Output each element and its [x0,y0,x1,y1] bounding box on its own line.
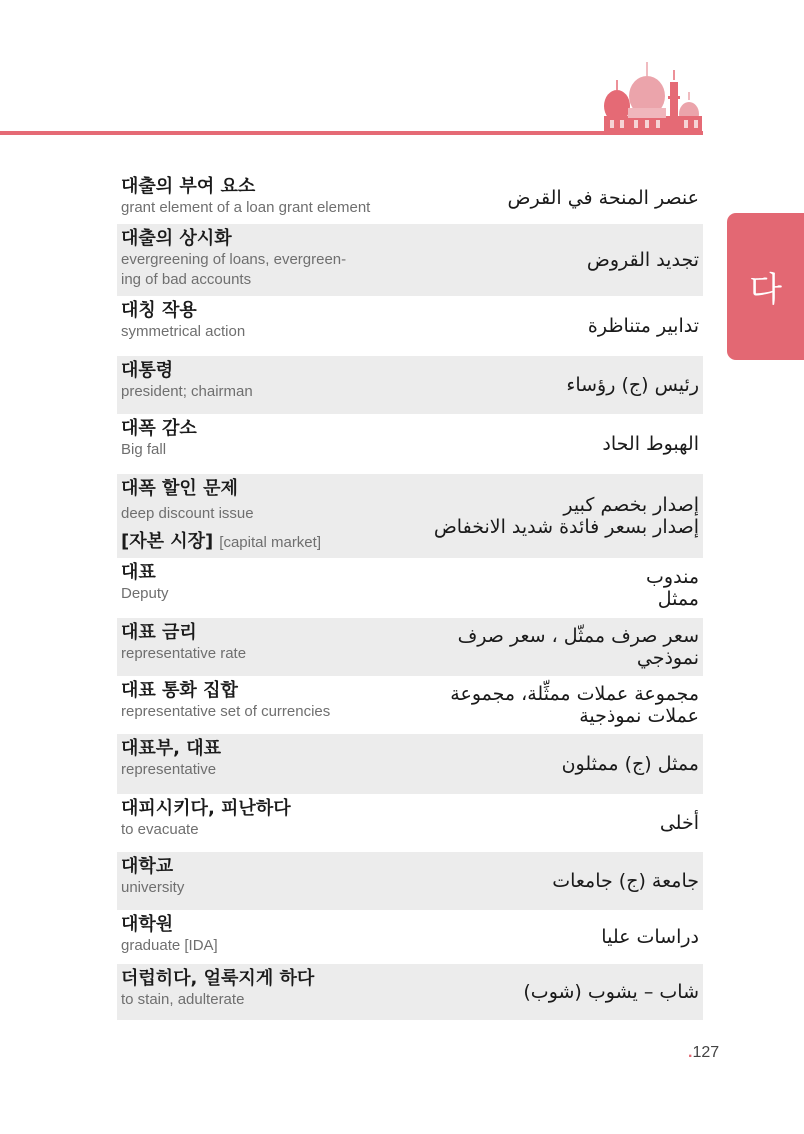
entry-arabic-line: ممثل (ج) ممثلون [561,753,699,775]
entry-arabic-line: نموذجي [636,647,699,669]
entry-field-english: [capital market] [219,534,321,551]
entry-arabic-line: شاب – يشوب (شوب) [523,981,699,1003]
dictionary-entry [117,414,703,474]
entry-arabic [601,910,699,964]
entry-arabic-line: تجديد القروض [586,249,699,271]
entry-korean: 대폭 할인 문제 [121,478,238,499]
entry-korean: 대폭 감소 [121,418,197,439]
dictionary-entry [117,474,703,558]
entry-arabic-line: إصدار بسعر فائدة شديد الانخفاض [433,516,699,538]
entry-arabic-line: الهبوط الحاد [602,433,699,455]
entry-english: deep discount issue [121,505,254,522]
entry-english: Deputy [121,585,169,602]
entry-english: representative rate [121,645,247,662]
entry-korean: 대표 통화 집합 [121,680,238,701]
entry-english: representative [121,761,217,778]
page-number [688,1044,719,1062]
entry-korean: 대표부, 대표 [121,738,222,759]
entry-english: president; chairman [121,383,253,400]
entry-arabic-line: رئيس (ج) رؤساء [566,374,699,396]
section-tab-label: 다 [749,270,782,310]
entry-arabic-line: مندوب [646,566,699,588]
entry-korean: 대표 금리 [121,622,197,643]
mosque-illustration-icon [600,58,704,134]
dictionary-entry [117,618,703,676]
entry-field-korean: [자본 시장] [121,531,214,552]
entry-korean: 더럽히다, 얼룩지게 하다 [121,968,315,989]
header-rule [0,131,703,135]
entry-arabic [566,356,699,414]
entry-english: evergreening of loans, evergreen- [121,251,347,268]
entry-arabic-line: سعر صرف ممثّل ، سعر صرف [457,625,699,647]
entry-arabic-line: جامعة (ج) جامعات [552,870,699,892]
entry-arabic [588,296,699,356]
entry-arabic [508,172,699,224]
entry-arabic [458,618,699,676]
section-tab [727,213,804,360]
entry-arabic-line: ممثل [657,588,699,610]
entry-korean: 대표 [121,562,156,583]
dictionary-entry [117,558,703,618]
entry-arabic [552,852,699,910]
page-number-dot: . [688,1044,693,1061]
dictionary-entry [117,172,703,224]
entry-arabic-line: تدابير متناظرة [587,315,699,337]
entry-arabic [660,794,699,852]
dictionary-entry [117,794,703,852]
entry-arabic [523,964,699,1020]
entry-korean: 대통령 [121,360,174,381]
dictionary-entry [117,910,703,964]
entry-english: to stain, adulterate [121,991,245,1008]
entry-arabic [450,676,699,734]
entry-arabic [646,558,699,618]
entry-arabic [562,734,699,794]
page-number-value: 127 [692,1044,720,1061]
dictionary-entry [117,734,703,794]
entry-arabic [434,474,699,558]
dictionary-entry [117,964,703,1020]
entry-english: ing of bad accounts [121,271,252,288]
entry-english: to evacuate [121,821,199,838]
entry-korean: 대학원 [121,914,174,935]
entry-english: grant element of a loan grant element [121,199,371,216]
entry-korean: 대출의 상시화 [121,228,232,249]
dictionary-entries [117,172,703,1020]
entry-english: university [121,879,185,896]
entry-arabic-line: دراسات عليا [601,926,699,948]
entry-korean: 대출의 부여 요소 [121,176,256,197]
entry-arabic-line: إصدار بخصم كبير [563,494,699,516]
entry-english: representative set of currencies [121,703,331,720]
entry-korean: 대피시키다, 피난하다 [121,798,291,819]
entry-korean: 대학교 [121,856,174,877]
entry-arabic-line: أخلى [659,812,699,834]
entry-english: Big fall [121,441,167,458]
entry-arabic [602,414,699,474]
entry-korean: 대칭 작용 [121,300,197,321]
dictionary-entry [117,676,703,734]
entry-english: symmetrical action [121,323,246,340]
entry-arabic [587,224,699,296]
dictionary-entry [117,296,703,356]
entry-arabic-line: عملات نموذجية [579,705,699,727]
entry-arabic-line: مجموعة عملات ممثِّلة، مجموعة [450,683,699,705]
entry-english: graduate [IDA] [121,937,218,954]
entry-arabic-line: عنصر المنحة في القرض [507,187,699,209]
dictionary-entry [117,224,703,296]
dictionary-entry [117,852,703,910]
dictionary-entry [117,356,703,414]
